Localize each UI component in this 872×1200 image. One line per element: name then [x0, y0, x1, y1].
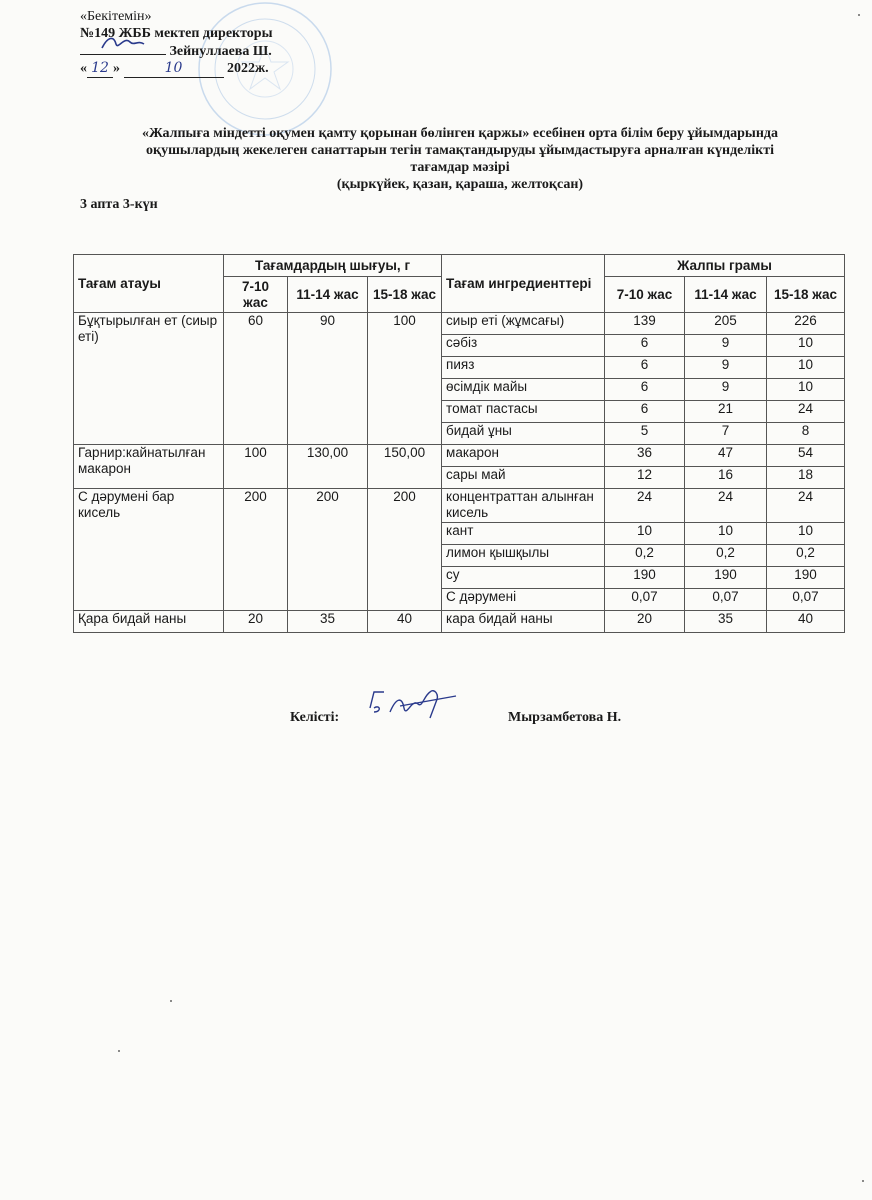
table-row	[74, 313, 845, 335]
ingredient-grams: 0,2	[767, 545, 845, 567]
ingredient-grams: 24	[605, 489, 685, 523]
dish-output: 100	[368, 313, 442, 445]
signature-scribble-icon	[80, 32, 166, 54]
ingredient-grams: 36	[605, 445, 685, 467]
ingredient-grams: 7	[685, 423, 767, 445]
header-age-11-14: 11-14 жас	[288, 277, 368, 313]
header-age-15-18: 15-18 жас	[368, 277, 442, 313]
dish-output: 100	[224, 445, 288, 489]
scan-speck	[858, 14, 860, 16]
table-row	[74, 489, 845, 523]
ingredient-grams: 0,2	[685, 545, 767, 567]
ingredient-name: пияз	[442, 357, 605, 379]
dish-name: Бұқтырылған ет (сиыр еті)	[74, 313, 224, 445]
dish-output: 20	[224, 611, 288, 633]
dish-name: С дәрумені бар кисель	[74, 489, 224, 611]
ingredient-name: концентраттан алынған кисель	[442, 489, 605, 523]
ingredient-grams: 24	[767, 401, 845, 423]
ingredient-grams: 24	[767, 489, 845, 523]
document-title	[80, 125, 840, 193]
title-line-2: оқушылардың жекелеген санаттарын тегін тамақтандыруды ұйымдастыруға арналған күнделікті	[146, 143, 774, 158]
ingredient-name: лимон қышқылы	[442, 545, 605, 567]
header-ingredients: Тағам ингредиенттері	[442, 255, 605, 313]
ingredient-grams: 10	[767, 523, 845, 545]
approval-heading: «Бекітемін»	[80, 9, 152, 24]
ingredient-grams: 0,07	[767, 589, 845, 611]
menu-table	[73, 254, 845, 633]
table-row	[74, 445, 845, 467]
approval-date: « 12 » 10 2022ж.	[80, 60, 269, 76]
ingredient-grams: 10	[767, 379, 845, 401]
ingredient-grams: 40	[767, 611, 845, 633]
title-line-1: «Жалпыға міндетті оқумен қамту қорынан бөлінген қаржы» есебінен орта білім беру ұйымдарында	[141, 126, 778, 141]
ingredient-grams: 47	[685, 445, 767, 467]
ingredient-grams: 6	[605, 379, 685, 401]
ingredient-grams: 12	[605, 467, 685, 489]
dish-output: 200	[288, 489, 368, 611]
ingredient-name: су	[442, 567, 605, 589]
ingredient-name: макарон	[442, 445, 605, 467]
ingredient-grams: 0,07	[605, 589, 685, 611]
dish-name: Гарнир:кайнатылған макарон	[74, 445, 224, 489]
ingredient-name: кара бидай наны	[442, 611, 605, 633]
ingredient-grams: 8	[767, 423, 845, 445]
dish-output: 35	[288, 611, 368, 633]
ingredient-name: бидай ұны	[442, 423, 605, 445]
ingredient-grams: 0,07	[685, 589, 767, 611]
dish-output: 90	[288, 313, 368, 445]
date-year: 2022ж.	[227, 61, 269, 76]
dish-output: 130,00	[288, 445, 368, 489]
agreed-signature	[360, 678, 460, 733]
ingredient-grams: 18	[767, 467, 845, 489]
ingredient-grams: 24	[685, 489, 767, 523]
ingredient-grams: 10	[685, 523, 767, 545]
ingredient-grams: 16	[685, 467, 767, 489]
ingredient-name: С дәрумені	[442, 589, 605, 611]
dish-name: Қара бидай наны	[74, 611, 224, 633]
ingredient-grams: 5	[605, 423, 685, 445]
ingredient-name: томат пастасы	[442, 401, 605, 423]
header-dish-name: Тағам атауы	[74, 255, 224, 313]
dish-output: 200	[224, 489, 288, 611]
header-total-age-7-10: 7-10 жас	[605, 277, 685, 313]
title-line-4: (қыркүйек, қазан, қараша, желтоқсан)	[336, 177, 584, 192]
header-total-age-15-18: 15-18 жас	[767, 277, 845, 313]
director-name: Зейнуллаева Ш.	[169, 44, 272, 59]
ingredient-grams: 9	[685, 335, 767, 357]
table-row	[74, 611, 845, 633]
ingredient-grams: 190	[767, 567, 845, 589]
dish-output: 150,00	[368, 445, 442, 489]
ingredient-name: сәбіз	[442, 335, 605, 357]
date-month: 10	[124, 60, 224, 78]
ingredient-grams: 6	[605, 357, 685, 379]
scan-speck	[862, 1180, 864, 1182]
date-day: 12	[87, 60, 113, 78]
ingredient-grams: 6	[605, 401, 685, 423]
ingredient-grams: 35	[685, 611, 767, 633]
ingredient-grams: 54	[767, 445, 845, 467]
ingredient-grams: 9	[685, 379, 767, 401]
scan-speck	[118, 1050, 120, 1052]
ingredient-grams: 9	[685, 357, 767, 379]
header-total-age-11-14: 11-14 жас	[685, 277, 767, 313]
ingredient-name: кант	[442, 523, 605, 545]
ingredient-grams: 205	[685, 313, 767, 335]
header-output: Тағамдардың шығуы, г	[224, 255, 442, 277]
approval-signature-line	[80, 42, 273, 60]
menu-table-body	[74, 313, 845, 633]
approval-block	[80, 8, 273, 78]
ingredient-grams: 190	[605, 567, 685, 589]
ingredient-grams: 0,2	[605, 545, 685, 567]
ingredient-grams: 10	[605, 523, 685, 545]
ingredient-name: өсімдік майы	[442, 379, 605, 401]
header-total: Жалпы грамы	[605, 255, 845, 277]
dish-output: 60	[224, 313, 288, 445]
ingredient-grams: 10	[767, 335, 845, 357]
approval-position: №149 ЖББ мектеп директоры	[80, 26, 273, 41]
ingredient-grams: 226	[767, 313, 845, 335]
ingredient-grams: 20	[605, 611, 685, 633]
ingredient-grams: 21	[685, 401, 767, 423]
ingredient-name: сиыр еті (жұмсағы)	[442, 313, 605, 335]
header-age-7-10: 7-10 жас	[224, 277, 288, 313]
director-signature	[80, 42, 166, 55]
ingredient-grams: 190	[685, 567, 767, 589]
ingredient-grams: 6	[605, 335, 685, 357]
scan-speck	[170, 1000, 172, 1002]
ingredient-name: сары май	[442, 467, 605, 489]
dish-output: 40	[368, 611, 442, 633]
ingredient-grams: 10	[767, 357, 845, 379]
agreed-label: Келісті:	[290, 710, 340, 725]
title-line-3: тағамдар мәзірі	[410, 160, 510, 175]
dish-output: 200	[368, 489, 442, 611]
ingredient-grams: 139	[605, 313, 685, 335]
agreed-name: Мырзамбетова Н.	[508, 710, 622, 725]
week-day-label: 3 апта 3-күн	[80, 197, 158, 212]
